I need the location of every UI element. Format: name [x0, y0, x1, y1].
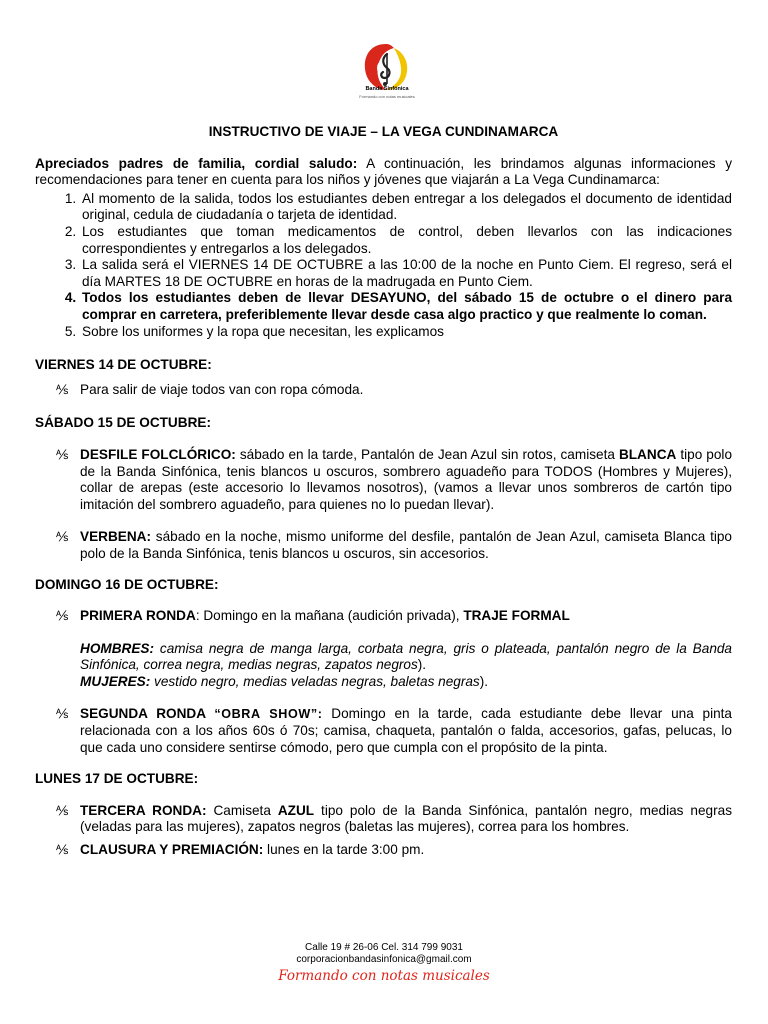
traje-formal: TRAJE FORMAL	[463, 608, 570, 624]
instructions-list	[35, 191, 732, 340]
verbena-text: sábado en la noche, mismo uniforme del desfile, pantalón de Jean Azul, camiseta Blanca tipo polo de la Banda Sinfónica, tenis blancos u oscuros, sin accesorios.	[80, 529, 732, 561]
leaf-bullet-icon: ⅍	[56, 446, 69, 462]
instruction-item: 1. Al momento de la salida, todos los estudiantes deben entregar a los delegados el documento de identidad original, cedula de ciudadanía o tarjeta de identidad.	[80, 191, 732, 224]
friday-bullet-text: Para salir de viaje todos van con ropa cómoda.	[80, 381, 364, 397]
sunday-heading: DOMINGO 16 DE OCTUBRE:	[35, 577, 219, 593]
mujeres-text: vestido negro, medias veladas negras, baletas negras	[150, 673, 480, 689]
intro-paragraph	[35, 156, 732, 189]
verbena-bullet	[35, 529, 732, 562]
clausura-text: lunes en la tarde 3:00 pm.	[263, 842, 425, 857]
logo-caption	[356, 86, 418, 100]
desfile-text-b: tipo polo de la Banda Sinfónica, tenis blancos u oscuros, sombrero aguadeño para TODOS (Hombres y Mujeres), collar de arepas (este accesorio lo llevamos nosotros), (vamos a llevar unos sombreros de cartón tipo imitación del sombrero aguadeño, para quienes no lo puedan llevar).	[80, 446, 732, 512]
leaf-bullet-icon: ⅍	[56, 381, 69, 397]
segunda-text: Domingo en la tarde, cada estudiante debe llevar una pinta relacionada con a los años 60s ó 70s; camisa, chaqueta, pantalón o falda, accesorios, gafas, pelucas, lo que cada uno considere sentirse cómodo, pero que cumpla con el propósito de la pinta.	[80, 706, 732, 755]
instruction-item: 4. Todos los estudiantes deben de llevar DESAYUNO, del sábado 15 de octubre o el dinero para comprar en carretera, preferiblemente llevar desde casa algo practico y que realmente lo coman.	[80, 290, 732, 323]
leaf-bullet-icon: ⅍	[56, 706, 69, 722]
greeting: Apreciados padres de familia, cordial saludo:	[35, 155, 358, 171]
desfile-bullet	[35, 447, 732, 513]
logo-tagline: Formando con notas musicales	[359, 94, 415, 99]
tercera-label: TERCERA RONDA:	[80, 802, 207, 818]
primera-label: PRIMERA RONDA	[80, 608, 196, 624]
tercera-text-a: Camiseta	[206, 802, 278, 818]
leaf-bullet-icon: ⅍	[56, 842, 69, 857]
monday-heading: LUNES 17 DE OCTUBRE:	[35, 771, 199, 787]
desfile-blanca: BLANCA	[618, 446, 677, 462]
document-title: INSTRUCTIVO DE VIAJE – LA VEGA CUNDINAMARCA	[208, 124, 559, 139]
tercera-azul: AZUL	[277, 802, 315, 818]
instruction-item: 3. La salida será el VIERNES 14 DE OCTUBRE a las 10:00 de la noche en Punto Ciem. El regreso, será el día MARTES 18 DE OCTUBRE en horas de la madrugada en Punto Ciem.	[80, 257, 732, 290]
friday-heading: VIERNES 14 DE OCTUBRE:	[35, 357, 212, 373]
mujeres-end: ).	[479, 673, 489, 689]
leaf-bullet-icon: ⅍	[56, 529, 69, 545]
primera-bullet	[35, 608, 732, 625]
hombres-text: camisa negra de manga larga, corbata negra, gris o plateada, pantalón negro de la Banda Sinfónica, correa negra, medias negras, zapatos negros	[80, 640, 732, 673]
footer-slogan: Formando con notas musicales	[278, 968, 490, 984]
leaf-bullet-icon: ⅍	[56, 608, 69, 624]
footer-address: Calle 19 # 26-06 Cel. 314 799 9031	[305, 942, 463, 953]
hombres-line	[35, 641, 732, 674]
saturday-heading: SÁBADO 15 DE OCTUBRE:	[35, 415, 211, 431]
hombres-label: HOMBRES:	[80, 640, 155, 656]
document-body	[35, 124, 732, 859]
desfile-label: DESFILE FOLCLÓRICO:	[80, 446, 236, 462]
clausura-bullet	[35, 842, 732, 859]
mujeres-line	[35, 674, 732, 691]
verbena-label: VERBENA:	[80, 529, 151, 545]
leaf-bullet-icon: ⅍	[56, 802, 69, 818]
intro-text: A continuación, les brindamos algunas informaciones y recomendaciones para tener en cuenta para los niños y jóvenes que viajarán a La Vega Cundinamarca:	[35, 155, 732, 188]
obra-show: “OBRA SHOW”:	[214, 707, 323, 722]
hombres-end: ).	[417, 657, 427, 673]
primera-text: : Domingo en la mañana (audición privada),	[195, 608, 464, 624]
tercera-text-b: tipo polo de la Banda Sinfónica, pantalón negro, medias negras (veladas para las mujeres), zapatos negros (baletas las mujeres), correa para los hombres.	[80, 802, 732, 835]
clausura-label: CLAUSURA Y PREMIACIÓN:	[80, 842, 264, 857]
page-footer	[234, 942, 534, 984]
instruction-item: 2. Los estudiantes que toman medicamentos de control, deben llevarlos con las indicaciones correspondientes y entregarlos a los delegados.	[80, 224, 732, 257]
tercera-bullet	[35, 803, 732, 836]
footer-email: corporacionbandasinfonica@gmail.com	[296, 954, 472, 965]
segunda-bullet	[35, 706, 732, 756]
mujeres-label: MUJERES:	[80, 673, 151, 689]
segunda-label: SEGUNDA RONDA	[80, 706, 215, 722]
logo-name: Banda Sinfónica	[365, 86, 409, 92]
friday-bullet	[35, 382, 732, 399]
instruction-item: 5. Sobre los uniformes y la ropa que necesitan, les explicamos	[80, 324, 732, 341]
desfile-text-a: sábado en la tarde, Pantalón de Jean Azul sin rotos, camiseta	[235, 446, 619, 462]
